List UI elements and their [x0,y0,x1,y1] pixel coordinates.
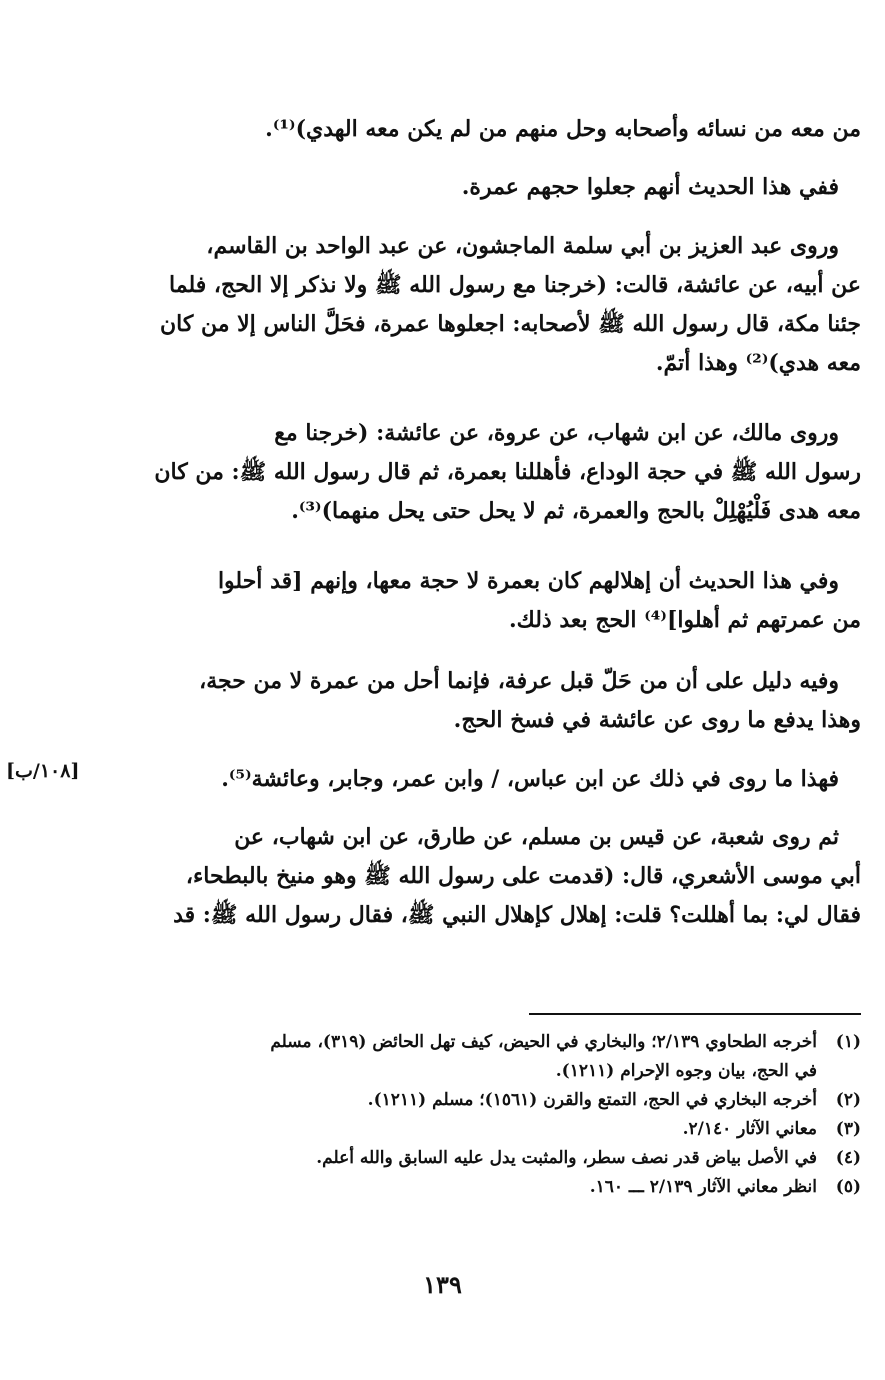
paragraph [106,414,861,531]
text-line: وهذا يدفع ما روى عن عائشة في فسخ الحج. [453,707,861,733]
footnote-number: (٤) [835,1148,861,1168]
paragraph [106,227,861,383]
text-line: وفي هذا الحديث أن إهلالهم كان بعمرة لا حجة معها، وإنهم [قد أحلوا [217,568,839,594]
footnote [101,1144,861,1173]
text-line: ثم روى شعبة، عن قيس بن مسلم، عن طارق، عن ابن شهاب، عن [234,824,839,850]
page-number: ١٣٩ [423,1270,462,1299]
footnote-divider [529,1013,861,1015]
text-line: وروى عبد العزيز بن أبي سلمة الماجشون، عن عبد الواحد بن القاسم، [206,233,839,259]
text-line: من معه من نسائه وأصحابه وحل منهم من لم يكن معه الهدي)⁽¹⁾. [265,116,861,142]
text-line: عن أبيه، عن عائشة، قالت: (خرجنا مع رسول الله ﷺ ولا نذكر إلا الحج، فلما [169,272,861,298]
footnote-text: أخرجه الطحاوي ٢/١٣٩؛ والبخاري في الحيض، كيف تهل الحائض (٣١٩)، مسلم [270,1032,817,1052]
footnote [101,1086,861,1115]
footnote-number: (٢) [835,1090,861,1110]
text-line: من عمرتهم ثم أهلوا]⁽⁴⁾ الحج بعد ذلك. [509,607,861,633]
paragraph [106,562,861,640]
footnote-text: في الأصل بياض قدر نصف سطر، والمثبت يدل عليه السابق والله أعلم. [316,1148,817,1168]
footnote [101,1115,861,1144]
folio-marginal-note: [١٠٨/ب] [6,760,80,782]
text-line: وفيه دليل على أن من حَلّ قبل عرفة، فإنما أحل من عمرة لا من حجة، [199,668,839,694]
text-line: وروى مالك، عن ابن شهاب، عن عروة، عن عائشة: (خرجنا مع [274,420,839,446]
footnote-number: (٣) [835,1119,861,1139]
text-line: فهذا ما روى في ذلك عن ابن عباس، / وابن عمر، وجابر، وعائشة⁽⁵⁾. [221,766,839,792]
footnote-text: أخرجه البخاري في الحج، التمتع والقرن (١٥٦١)؛ مسلم (١٢١١). [367,1090,817,1110]
text-line: رسول الله ﷺ في حجة الوداع، فأهللنا بعمرة، ثم قال رسول الله ﷺ: من كان [154,459,861,485]
text-line: معه هدي)⁽²⁾ وهذا أتمّ. [655,350,861,376]
footnote-text: انظر معاني الآثار ٢/١٣٩ ـــ ١٦٠. [589,1177,817,1197]
footnote-text: معاني الآثار ٢/١٤٠. [682,1119,817,1139]
footnote-text: في الحج، بيان وجوه الإحرام (١٢١١). [555,1061,817,1081]
paragraph [106,818,861,935]
footnote-number: (١) [835,1032,861,1052]
footnote [101,1028,861,1086]
paragraph [106,760,861,799]
text-line: جئنا مكة، قال رسول الله ﷺ لأصحابه: اجعلوها عمرة، فحَلَّ الناس إلا من كان [159,311,861,337]
paragraph [106,168,861,207]
footnotes [101,1028,861,1202]
paragraph [106,662,861,740]
paragraph [106,110,861,149]
text-line: ففي هذا الحديث أنهم جعلوا حجهم عمرة. [461,174,839,200]
footnote [101,1173,861,1202]
text-line: معه هدى فَلْيُهْلِلْ بالحج والعمرة، ثم لا يحل حتى يحل منهما)⁽³⁾. [291,498,861,524]
footnote-number: (٥) [835,1177,861,1197]
text-line: أبي موسى الأشعري، قال: (قدمت على رسول الله ﷺ وهو منيخ بالبطحاء، [185,863,861,889]
text-line: فقال لي: بما أهللت؟ قلت: إهلال كإهلال النبي ﷺ، فقال رسول الله ﷺ: قد [173,902,861,928]
